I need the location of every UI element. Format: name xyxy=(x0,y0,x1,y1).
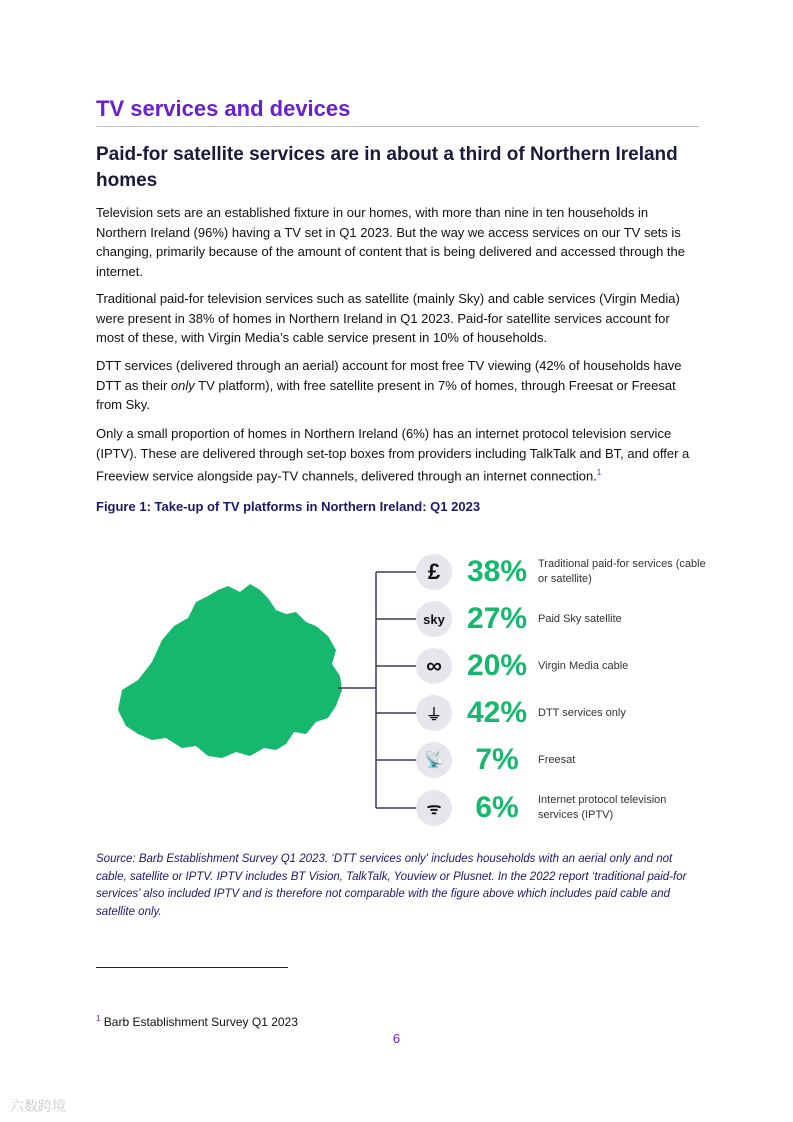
platform-row-traditional xyxy=(416,552,716,592)
wifi-icon: ᯤ xyxy=(416,790,452,826)
platform-row-freesat xyxy=(416,740,716,780)
footnote-reference[interactable]: 1 xyxy=(596,468,602,477)
platform-label: Virgin Media cable xyxy=(538,659,629,672)
subtitle: Paid-for satellite services are in about a third of Northern Ireland homes xyxy=(96,144,678,191)
percent-value: 27% xyxy=(466,602,528,635)
platform-label: Freesat xyxy=(538,753,576,766)
section-title: TV services and devices xyxy=(96,96,351,121)
platform-row-iptv xyxy=(416,788,716,828)
footnote-mark: 1 xyxy=(96,1014,101,1023)
paragraph-3-start: DTT services (delivered through an aerial) account for most free TV viewing (42% of households have DTT as their xyxy=(96,358,682,393)
platform-label: Internet protocol television services (IPTV) xyxy=(538,794,667,821)
footnote-divider xyxy=(96,967,288,968)
aerial-plug-icon: ⏚ xyxy=(416,695,452,731)
paragraph-1: Television sets are an established fixture in our homes, with more than nine in ten households in Northern Ireland (96%) having a TV set in Q1 2023. But the way we access services on our TV sets is changing, primarily because of the amount of content that is being delivered and accessed through the internet. xyxy=(96,205,685,279)
connector-lines xyxy=(338,572,416,808)
infinity-icon: ∞ xyxy=(416,648,452,684)
paragraph-3 xyxy=(96,356,699,415)
platform-label: DTT services only xyxy=(538,706,626,719)
platform-row-dtt xyxy=(416,693,716,733)
percent-value: 6% xyxy=(475,791,519,824)
percent-value: 7% xyxy=(475,743,519,776)
figure-caption: Figure 1: Take-up of TV platforms in Northern Ireland: Q1 2023 xyxy=(96,499,481,514)
title-divider xyxy=(96,126,699,127)
percent-value: 20% xyxy=(466,649,528,682)
platform-label: Traditional paid-for services (cable or satellite) xyxy=(538,558,706,585)
paragraph-3-end: TV platform), with free satellite present in 7% of homes, through Freesat or Freesat from Sky. xyxy=(96,377,676,412)
paragraph-4-text: Only a small proportion of homes in Northern Ireland (6%) has an internet protocol television service (IPTV). These are delivered through set-top boxes from providers including TalkTalk and BT, and offer a Freeview service alongside pay-TV channels, delivered through an internet connection. xyxy=(96,426,690,484)
paragraph-2: Traditional paid-for television services such as satellite (mainly Sky) and cable services (Virgin Media) were present in 38% of homes in Northern Ireland in Q1 2023. Paid-for satellite services account for most of these, with Virgin Media’s cable service present in 10% of households. xyxy=(96,291,680,345)
northern-ireland-map xyxy=(118,584,342,758)
percent-value: 38% xyxy=(466,555,528,588)
percent-value: 42% xyxy=(466,696,528,729)
tv-platform-figure xyxy=(100,540,720,840)
satellite-dish-icon: 📡 xyxy=(416,742,452,778)
platform-row-virgin xyxy=(416,646,716,686)
pound-icon: £ xyxy=(416,554,452,590)
platform-label: Paid Sky satellite xyxy=(538,612,622,625)
sky-icon: sky xyxy=(416,601,452,637)
watermark-logo: 六数跨境 xyxy=(10,1098,66,1114)
footnote xyxy=(96,1014,298,1029)
footnote-text: Barb Establishment Survey Q1 2023 xyxy=(103,1015,298,1029)
platform-row-sky xyxy=(416,599,716,639)
source-note: Source: Barb Establishment Survey Q1 2023. ‘DTT services only' includes households with an aerial only and not cable, satellite or IPTV. IPTV includes BT Vision, TalkTalk, Youview or Plusnet. In the 2022 report ‘traditional paid-for services’ also included IPTV and is therefore not comparable with the figure above which includes paid cable and satellite only. xyxy=(96,853,687,918)
paragraph-4 xyxy=(96,424,699,486)
paragraph-3-emphasis: only xyxy=(170,377,195,393)
page-number: 6 xyxy=(392,1031,401,1046)
